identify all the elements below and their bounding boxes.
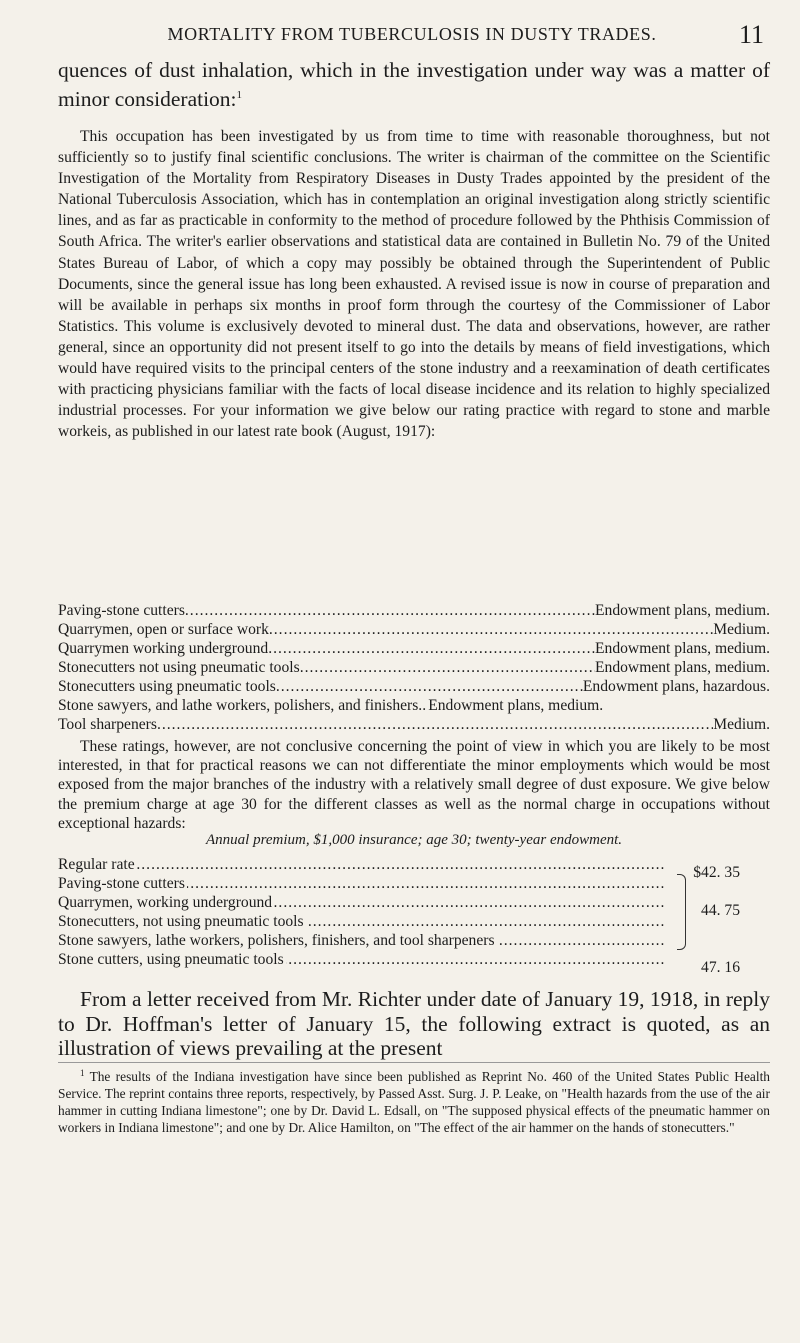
rating-value: Endowment plans, hazardous. xyxy=(582,678,770,695)
rating-value: Endowment plans, medium. xyxy=(595,640,770,657)
premium-row xyxy=(58,874,770,893)
premium-row xyxy=(58,855,770,874)
page-header xyxy=(60,22,764,52)
premium-row xyxy=(58,950,770,969)
leader-dots xyxy=(276,677,583,696)
paragraph-ratings-note: These ratings, however, are not conclusive concerning the point of view in which you are likely to be most interested, in that for practical reasons we can not differentiate the minor employments which would be most exposed from the major branches of the industry with a relatively small degree of dust exposure. We give below the premium charge at age 30 for the different classes as well as the normal charge in occupations without exceptional hazards: xyxy=(58,738,770,832)
intro-text xyxy=(58,58,770,111)
paragraph-richter-letter: From a letter received from Mr. Richter under date of January 19, 1918, in reply to Dr. Hoffman's letter of January 15, the following extract is quoted, as an illustration of views prevailing at the present xyxy=(58,987,770,1060)
premium-row xyxy=(58,893,770,912)
footnote-number: 1 xyxy=(80,1068,85,1078)
leader-dots xyxy=(268,639,595,658)
premium-value-regular: $42. 35 xyxy=(693,864,740,881)
rating-label: Paving-stone cutters xyxy=(58,602,185,619)
leader-dots xyxy=(300,658,595,677)
rating-label: Stone sawyers, and lathe workers, polishers, and finishers. xyxy=(58,697,423,714)
premium-label: Quarrymen, working underground xyxy=(58,894,273,911)
running-title: MORTALITY FROM TUBERCULOSIS IN DUSTY TRADES. xyxy=(167,24,657,44)
rating-label: Stonecutters not using pneumatic tools xyxy=(58,659,300,676)
rating-row xyxy=(58,696,770,715)
premium-label: Stone sawyers, lathe workers, polishers, finishers, and tool sharpeners xyxy=(58,932,495,949)
rating-label: Tool sharpeners xyxy=(58,716,157,733)
footnote-marker: 1 xyxy=(236,88,243,101)
premium-value-standard: 44. 75 xyxy=(701,902,740,919)
rating-row xyxy=(58,639,770,658)
rating-label: Quarrymen working underground xyxy=(58,640,269,657)
rating-value: Medium. xyxy=(713,716,770,733)
premium-label: Paving-stone cutters xyxy=(58,875,185,892)
rating-row xyxy=(58,677,770,696)
rating-row xyxy=(58,658,770,677)
rating-list xyxy=(58,601,770,734)
premium-label: Stonecutters, not using pneumatic tools xyxy=(58,913,304,930)
paragraph-investigation: This occupation has been investigated by us from time to time with reasonable thoroughness, but not sufficiently so to justify final scientific conclusions. The writer is chairman of the committee on the Scientific Investigation of the Mortality from Respiratory Diseases in Dusty Trades appointed by the president of the National Tuberculosis Association, which has in contemplation an original investigation along strictly scientific lines, and as far as practicable in conformity to the method of procedure followed by the Phthisis Commission of South Africa. The writer's earlier observations and statistical data are contained in Bulletin No. 79 of the United States Bureau of Labor, of which a copy may possibly be obtained through the Superintendent of Public Documents, since the general issue has long been exhausted. A revised issue is now in course of preparation and will be available in perhaps six months in proof form through the courtesy of the Commissioner of Labor Statistics. This volume is exclusively devoted to mineral dust. The data and observations, however, are rather general, since an opportunity did not present itself to go into the details by means of field investigations, which would have required visits to the principal centers of the stone industry and a reexamination of death certificates with practicing physicians familiar with the facts of local disease incidence and its relation to highly specialized industrial processes. For your information we give below our rating practice with regard to stone and marble workeis, as published in our latest rate book (August, 1917): xyxy=(58,128,770,441)
rating-label: Quarrymen, open or surface work xyxy=(58,621,269,638)
rating-row xyxy=(58,715,770,734)
leader-dots xyxy=(157,715,713,734)
rating-value: Medium. xyxy=(713,621,770,638)
footnote-text: The results of the Indiana investigation have since been published as Reprint No. 460 of the United States Public Health Service. The reprint contains three reports, respectively, by Passed Asst. Surg. J. P. Leake, on "Health hazards from the use of the air hammer in cutting Indiana limestone"; one by Dr. David L. Edsall, on "The supposed physical effects of the pneumatic hammer on workers in Indiana limestone"; and one by Dr. Alice Hamilton, on "The effect of the air hammer on the hands of stonecutters." xyxy=(58,1069,770,1135)
rating-row xyxy=(58,601,770,620)
premium-row xyxy=(58,912,770,931)
rating-value: Endowment plans, medium. xyxy=(595,602,770,619)
page-number: 11 xyxy=(738,20,764,49)
premium-label: Stone cutters, using pneumatic tools xyxy=(58,951,284,968)
premium-caption: Annual premium, $1,000 insurance; age 30; twenty-year endowment. xyxy=(205,832,623,848)
premium-row xyxy=(58,931,770,950)
footnote xyxy=(58,1062,770,1136)
rating-value: Endowment plans, medium. xyxy=(595,659,770,676)
rating-value: Endowment plans, medium. xyxy=(428,697,604,714)
brace-bracket xyxy=(677,874,686,950)
leader-dots xyxy=(58,855,666,874)
rating-row xyxy=(58,620,770,639)
premium-label: Regular rate xyxy=(58,856,135,873)
leader-dots xyxy=(185,601,595,620)
rating-label: Stonecutters using pneumatic tools xyxy=(58,678,276,695)
intro-sentence: quences of dust inhalation, which in the investigation under way was a matter of minor consideration: xyxy=(58,58,770,111)
premium-value-pneumatic: 47. 16 xyxy=(701,959,740,976)
premium-table xyxy=(58,855,770,976)
leader-dots xyxy=(269,620,713,639)
